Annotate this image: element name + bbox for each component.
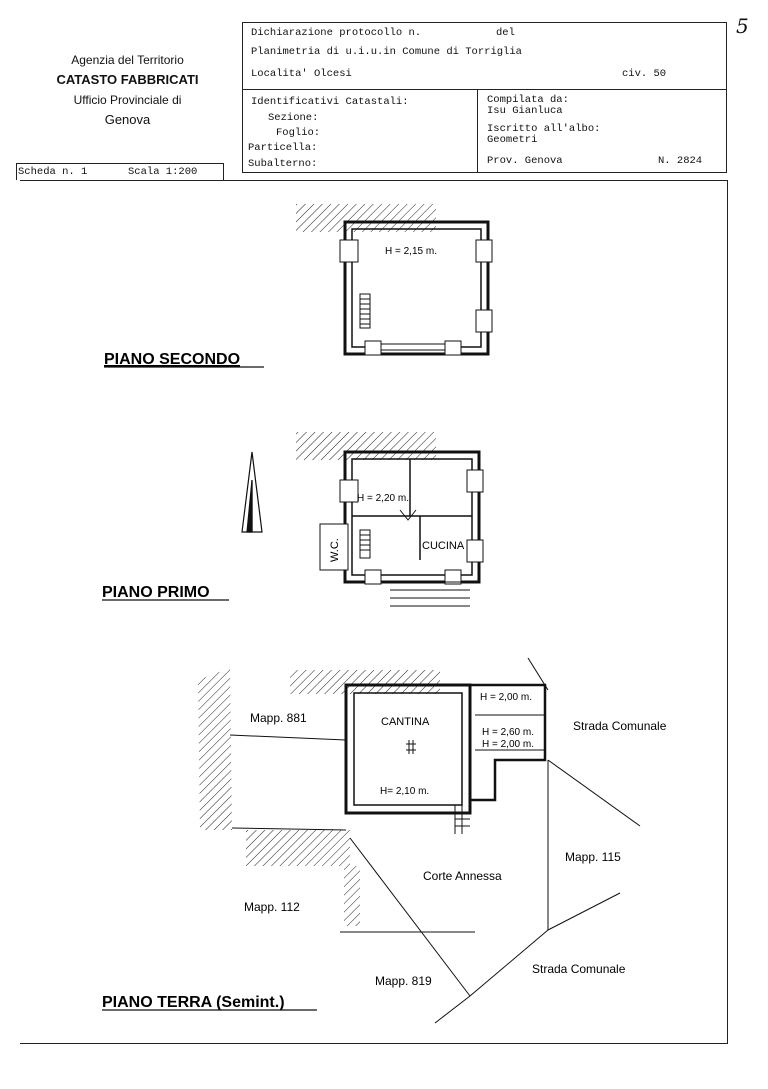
strada-comunale-1: Strada Comunale [573,719,667,733]
hatch-terrain [296,204,436,232]
sezione-label: Sezione: [268,112,319,124]
particella-label: Particella: [248,142,318,154]
mapp-112: Mapp. 112 [244,900,300,914]
agency-line-3: Ufficio Provinciale di [73,93,182,107]
corte-annessa: Corte Annessa [423,869,502,883]
terra-height-bottom: H= 2,10 m. [380,786,430,797]
numero-albo: N. 2824 [658,155,703,167]
compilata-label: Compilata da: [487,94,569,106]
outer-wall [345,222,488,354]
agency-line-2: CATASTO FABBRICATI [56,72,199,87]
identificativi-title: Identificativi Catastali: [251,96,409,108]
label-piano-primo: PIANO PRIMO [102,584,210,601]
agency-line-1: Agenzia del Territorio [71,53,184,67]
strada-comunale-2: Strada Comunale [532,962,626,976]
terra-height-mid: H = 2,60 m. [482,727,534,738]
label-piano-secondo: PIANO SECONDO [104,351,241,368]
plan-primo [242,432,483,606]
window [476,240,492,262]
del-label: del [496,27,515,39]
door [381,344,445,350]
scheda-numero: Scheda n. 1 [18,166,88,178]
dichiarazione-label: Dichiarazione protocollo n. [251,27,422,39]
secondo-height: H = 2,15 m. [385,246,437,257]
terra-height-top: H = 2,00 m. [480,692,532,703]
subalterno-label: Subalterno: [248,158,318,170]
scala: Scala 1:200 [128,166,198,178]
foglio-label: Foglio: [276,127,321,139]
civico-text: civ. 50 [622,68,667,80]
north-arrow-icon [242,452,262,532]
wc-label: W.C. [329,538,341,562]
localita-text: Localita' Olcesi [251,68,352,80]
window [445,341,461,355]
planimetria-text: Planimetria di u.i.u.in Comune di Torriglia [251,46,522,58]
cucina-label: CUCINA [422,540,465,552]
mapp-115: Mapp. 115 [565,850,621,864]
iscritto-label: Iscritto all'albo: [487,123,601,135]
cantina-label: CANTINA [381,716,430,728]
window [340,240,358,262]
compilata-name: Isu Gianluca [487,105,563,117]
prov-text: Prov. Genova [487,155,563,167]
agency-line-4: Genova [104,112,151,127]
window [365,341,381,355]
window [476,310,492,332]
page-number: 5 [736,14,749,38]
primo-height: H = 2,20 m. [357,493,409,504]
mapp-819: Mapp. 819 [375,974,432,988]
albo-text: Geometri [487,134,538,146]
terra-height-mid2: H = 2,00 m. [482,739,534,750]
mapp-881: Mapp. 881 [250,711,307,725]
label-piano-terra: PIANO TERRA (Semint.) [102,994,285,1011]
plan-secondo [296,204,492,355]
